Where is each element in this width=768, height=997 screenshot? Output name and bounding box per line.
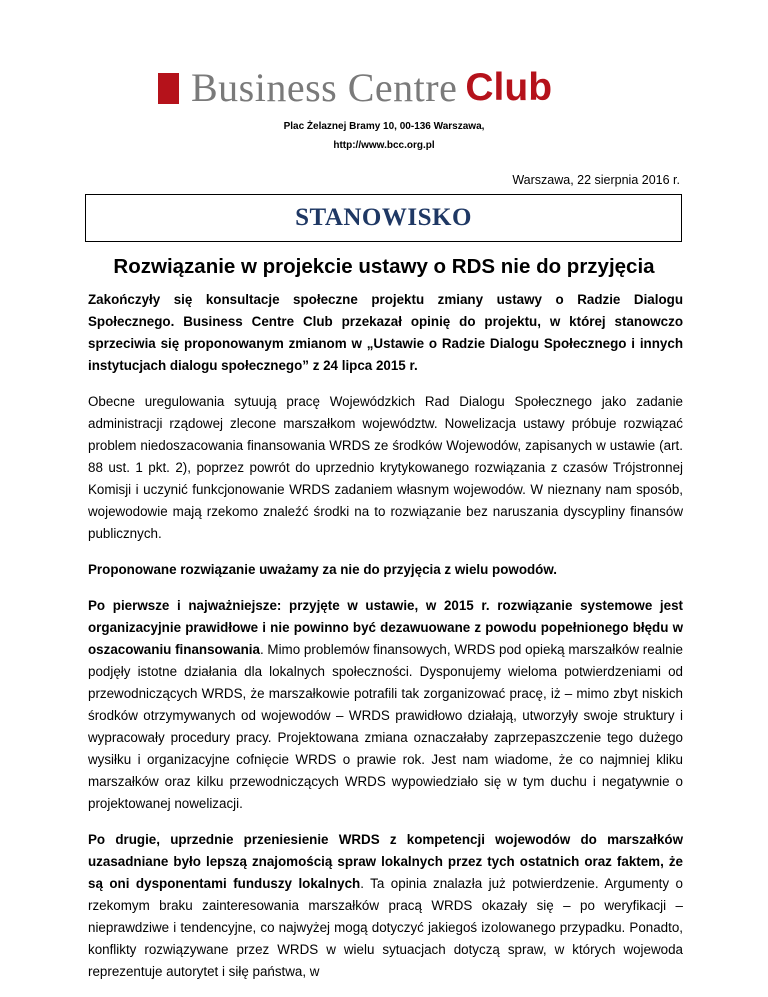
lead-paragraph: Zakończyły się konsultacje społeczne projektu zmiany ustawy o Radzie Dialogu Społecznego. Business Centre Club przekazał opinię do projektu, w której stanowczo sprzeciwia się proponowanym zmianom w „Ustawie o Radzie Dialogu Społecznego i innych instytucjach dialogu społecznego” z 24 lipca 2015 r. <box>88 292 683 373</box>
logo-business-centre: Business Centre <box>191 65 458 110</box>
paragraph-first-reason <box>88 595 683 815</box>
document-body <box>88 289 683 997</box>
website-link[interactable]: http://www.bcc.org.pl <box>333 140 435 151</box>
headline: Rozwiązanie w projekcie ustawy o RDS nie do przyjęcia <box>113 255 655 278</box>
paragraph: Obecne uregulowania sytuują pracę Wojewódzkich Rad Dialogu Społecznego jako zadanie administracji rządowej zlecone marszałkom województw. Nowelizacja ustawy próbuje rozwiązać problem niedoszacowania finansowania WRDS ze środków Wojewodów, zapisanych w ustawie (art. 88 ust. 1 pkt. 2), poprzez powrót do uprzednio krytykowanego rozwiązania z czasów Trójstronnej Komisji i uczynić funkcjonowanie WRDS zadaniem własnym wojewodów. W nieznany nam sposób, wojewodowie mają rzekomo znaleźć środki na to rozwiązanie bez naruszania dyscypliny finansów publicznych. <box>88 394 683 541</box>
paragraph-second-reason <box>88 829 683 983</box>
first-reason-text: . Mimo problemów finansowych, WRDS pod opieką marszałków realnie podjęły istotne działania dla lokalnych społeczności. Dysponujemy wieloma potwierdzeniami od przewodniczących WRDS, że marszałkowie potrafili tak zorganizować pracę, iż – mimo zbyt niskich środków otrzymywanych od wojewodów – WRDS prawidłowo działają, utworzyły swoje struktury i wypracowały procedury pracy. Projektowana zmiana oznaczałaby zaprzepaszczenie tego dużego wysiłku i organizacyjne cofnięcie WRDS o prawie rok. Jest nam wiadome, że co najmniej kliku marszałków oraz kilku przewodniczących WRDS wypowiedziało się w tym duchu i negatywnie o projektowanej nowelizacji. <box>88 642 683 811</box>
paragraph-statement: Proponowane rozwiązanie uważamy za nie do przyjęcia z wielu powodów. <box>88 562 558 577</box>
first-reason-bold: Po pierwsze i najważniejsze: przyjęte w ustawie, w 2015 r. rozwiązanie systemowe jest organizacyjnie prawidłowe i nie powinno być dezawuowane z powodu popełnionego błędu w oszacowaniu finansowania <box>88 598 683 657</box>
second-reason-text: . Ta opinia znalazła już potwierdzenie. Argumenty o rzekomym braku zainteresowania marszałków pracą WRDS okazały się – po weryfikacji – nieprawdziwe i tendencyjne, co najwyżej mogą dotyczyć jakiegoś izolowanego przypadku. Ponadto, konflikty rozwiązywane przez WRDS w wielu sytuacjach dotyczą spraw, w których wojewoda reprezentuje autorytet i siłę państwa, w <box>88 876 684 979</box>
logo-red-square <box>158 73 179 104</box>
logo-club: Club <box>465 66 553 109</box>
section-title: STANOWISKO <box>295 204 472 231</box>
second-reason-bold: Po drugie, uprzednie przeniesienie WRDS z kompetencji wojewodów do marszałków uzasadniane było lepszą znajomością spraw lokalnych przez tych ostatnich oraz faktem, że są oni dysponentami funduszy lokalnych <box>88 832 683 891</box>
address-line: Plac Żelaznej Bramy 10, 00-136 Warszawa, <box>283 121 485 132</box>
bcc-logo <box>158 65 553 110</box>
document-date: Warszawa, 22 sierpnia 2016 r. <box>512 173 680 187</box>
section-title-box <box>85 194 682 242</box>
